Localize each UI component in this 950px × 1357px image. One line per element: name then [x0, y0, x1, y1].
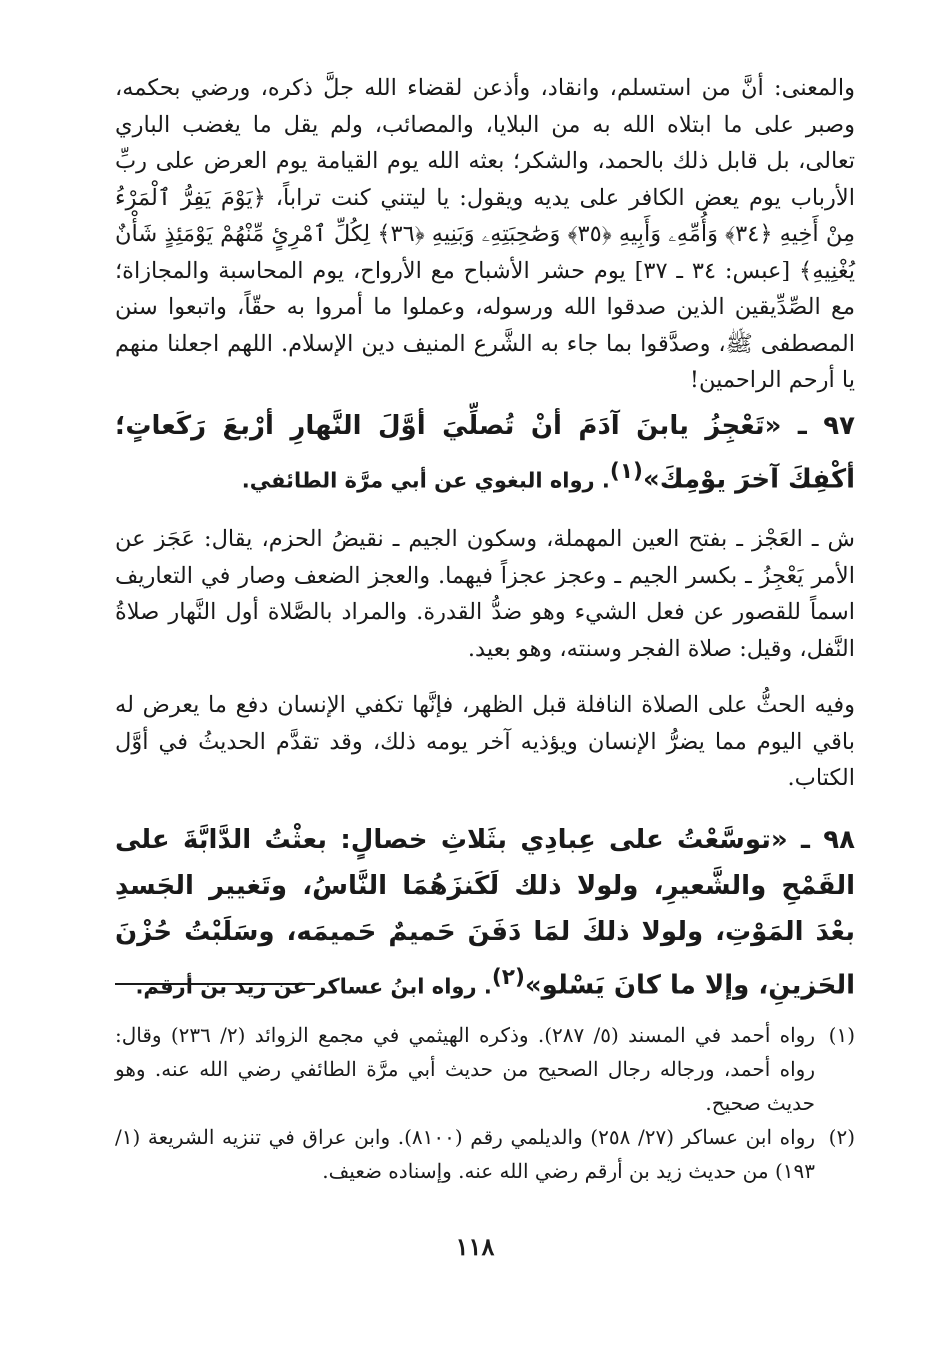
footnote-1 — [115, 1018, 855, 1120]
footnote-1-text: رواه أحمد في المسند (٥/ ٢٨٧). وذكره الهيثمي في مجمع الزوائد (٢/ ٢٣٦) وقال: رواه أحمد، ورجاله رجال الصحيح من حديث أبي مرَّة الطائفي رضي الله عنه. وهو حديث صحيح. — [115, 1023, 816, 1115]
footnote-marker-2[interactable]: (٢) — [491, 964, 525, 990]
footnote-1-number: (١) — [828, 1023, 855, 1047]
hadith-98-narrator: . رواه ابنُ عساكر عن زيد بن أرقم. — [135, 974, 492, 999]
intro-paragraph: والمعنى: أنَّ من استسلم، وانقاد، وأذعن لقضاء الله جلَّ ذكره، ورضي بحكمه، وصبر على ما ابتلاه الله به من البلايا، والمصائب، ولم يقل ما يغضب الباري تعالى، بل قابل ذلك بالحمد، والشكر؛ بعثه الله يوم القيامة يوم العرض على ربِّ الأرباب يوم يعض الكافر على يديه ويقول: يا ليتني كنت تراباً، ﴿يَوْمَ يَفِرُّ ٱلْمَرْءُ مِنْ أَخِيهِ ﴿٣٤﴾ وَأُمِّهِۦ وَأَبِيهِ ﴿٣٥﴾ وَصَٰحِبَتِهِۦ وَبَنِيهِ ﴿٣٦﴾ لِكُلِّ ٱمْرِئٍ مِّنْهُمْ يَوْمَئِذٍ شَأْنٌ يُغْنِيهِ﴾ [عبس: ٣٤ ـ ٣٧] يوم حشر الأشباح مع الأرواح، يوم المحاسبة والمجازاة؛ مع الصِّدِّيقين الذين صدقوا الله ورسوله، وعملوا ما أمروا به حقّاً، واتبعوا سنن المصطفى ﷺ، وصدَّقوا بما جاء به الشَّرع المنيف دين الإسلام. اللهم اجعلنا منهم يا أرحم الراحمين! — [115, 75, 856, 393]
footnote-2 — [115, 1120, 855, 1188]
hadith-98-text: ٩٨ ـ «توسَّعْتُ على عِبادِي بثَلاثِ خصالٍ: بعثْتُ الدَّابَّةَ على القَمْحِ والشَّعيرِ، ولولا ذلك لَكَنزَهُمَا النَّاسُ، وتَغيير الجَسدِ بعْدَ المَوْتِ، ولولا ذلكَ لمَا دَفَنَ حَميمٌ حَميمَه، وسَلَبْتُ حُزْنَ الحَزينِ، وإلا ما كانَ يَسْلو» — [115, 824, 855, 1001]
footnote-2-text: رواه ابن عساكر (٢٧/ ٢٥٨) والديلمي رقم (٨١٠٠). وابن عراق في تنزيه الشريعة (١/ ١٩٣) من حديث زيد بن أرقم رضي الله عنه. وإسناده ضعيف. — [115, 1125, 816, 1183]
hadith-97-narrator: . رواه البغوي عن أبي مرَّة الطائفي. — [241, 468, 610, 493]
hadith-97-explanation: ش ـ العَجْز ـ بفتح العين المهملة، وسكون الجيم ـ نقيضُ الحزم، يقال: عَجَز عن الأمر يَعْجِزُ ـ بكسر الجيم ـ وعجز عجزاً فيهما. والعجز الضعف وصار في التعاريف اسماً للقصور عن فعل الشيء وهو ضدُّ القدرة. والمراد بالصَّلاة أول النَّهار صلاةُ النَّفل، وقيل: صلاة الفجر وسنته، وهو بعيد. — [115, 526, 855, 662]
footnote-separator — [115, 983, 315, 985]
page-body — [115, 70, 855, 1009]
footnote-marker-1[interactable]: (١) — [609, 458, 643, 484]
hadith-98 — [115, 817, 855, 1010]
hadith-97-text: ٩٧ ـ «تَعْجِزُ يابنَ آدَمَ أنْ تُصلِّيَ أوَّلَ النَّهارِ أرْبعَ رَكَعاتٍ؛ أكْفِكَ آخرَ يوْمِكَ» — [115, 410, 855, 495]
footnotes — [115, 1018, 855, 1188]
footnote-2-number: (٢) — [828, 1125, 855, 1149]
page-number: ١١٨ — [455, 1232, 495, 1261]
hadith-97-commentary: وفيه الحثُّ على الصلاة النافلة قبل الظهر، فإنَّها تكفي الإنسان دفع ما يعرض له باقي اليوم مما يضرُّ الإنسان ويؤذيه آخر يومه ذلك، وقد تقدَّم الحديثُ في أوَّل الكتاب. — [115, 692, 855, 792]
hadith-97 — [115, 403, 855, 504]
